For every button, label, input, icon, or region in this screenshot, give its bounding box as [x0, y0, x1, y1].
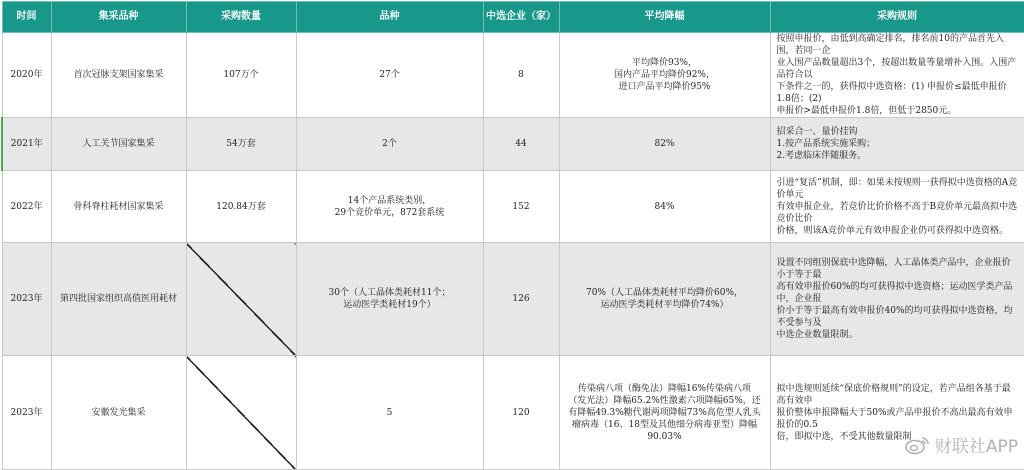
rules-line: 中选企业数量限制。	[776, 330, 858, 340]
rules-line: 引进“复活”机制，即：如果未按规则一获得拟中选资格的A竞价单元	[776, 177, 1018, 200]
rules-line: 申报价>最低申报价1.8倍，但低于2850元。	[776, 106, 957, 116]
cell-year: 2020年	[2, 33, 51, 118]
varieties-line: 2个	[382, 139, 397, 149]
varieties-line: 运动医学类耗材19个）	[343, 300, 436, 310]
cell-category: 首次冠脉支架国家集采	[51, 33, 186, 118]
cell-year: 2023年	[2, 356, 51, 470]
cell-avg-drop	[559, 356, 770, 470]
cell-varieties	[296, 356, 483, 470]
avg-drop-line: 有降幅49.3%糖代谢两项降幅73%高危型人乳头	[568, 407, 761, 418]
cell-avg-drop	[559, 243, 770, 356]
rules-line: 有效申报企业，若竞价比价价格不高于B竞价单元最高拟中选竞价比价	[776, 201, 1018, 224]
header-time: 时间	[2, 2, 51, 33]
cell-category: 安徽发光集采	[51, 356, 186, 470]
cell-rules	[770, 243, 1024, 356]
header-avg-drop: 平均降幅	[559, 2, 770, 33]
header-quantity: 采购数量	[186, 2, 296, 33]
procurement-table	[1, 1, 1024, 470]
cell-quantity-empty	[186, 243, 296, 356]
cell-companies: 44	[483, 118, 559, 171]
cell-varieties	[296, 243, 483, 356]
avg-drop-line: 传染病八项（酶免法）降幅16%传染病八项	[577, 383, 751, 394]
rules-line: 高有效申报价60%的均可获得拟中选资格；运动医学类产品中，企业报	[776, 282, 1013, 304]
avg-drop-line: 70%（人工晶体类耗材平均降价60%，	[585, 288, 743, 298]
varieties-line: 14个产品系统类别，	[347, 195, 432, 206]
cell-avg-drop	[559, 33, 770, 118]
varieties-line: 5	[386, 407, 393, 418]
cell-quantity: 120.84万套	[186, 171, 296, 243]
varieties-line: 29个竞价单元，872套系统	[334, 207, 445, 218]
rules-line: 业入围产品数量超出3个，按超出数量等量增补入围。入围产品符合以	[776, 58, 1017, 80]
rules-line: 倍，即拟中选，不受其他数量限制	[776, 431, 912, 442]
cell-rules	[770, 171, 1024, 243]
header-companies: 中选企业（家）	[483, 2, 559, 33]
table-row	[2, 356, 1024, 470]
cell-varieties	[296, 118, 483, 171]
table-row	[2, 171, 1024, 243]
cell-quantity-empty	[186, 356, 296, 470]
rules-line: 招采合一、量价挂钩	[776, 127, 858, 137]
header-category: 集采品种	[51, 2, 186, 33]
avg-drop-line: （发光法）降幅65.2%性激素六项降幅65%，还	[568, 395, 761, 406]
table-row	[2, 243, 1024, 356]
cell-companies: 8	[483, 33, 559, 118]
watermark	[904, 432, 1018, 457]
avg-drop-line: 国内产品平均降价92%，	[613, 70, 715, 80]
header-row	[2, 2, 1024, 33]
varieties-line: 27个	[379, 70, 400, 80]
table-row	[2, 33, 1024, 118]
cell-varieties	[296, 171, 483, 243]
avg-drop-line: 瘤病毒（16、18型及其他细分病毒亚型）降幅	[572, 419, 757, 430]
avg-drop-line: 运动医学类耗材平均降价74%）	[600, 300, 729, 310]
rules-line: 按照申报价，由低到高确定排名，排名前10的产品首先入围，若同一企	[776, 34, 1004, 56]
cell-year: 2022年	[2, 171, 51, 243]
avg-drop-line: 平均降价93%，	[631, 58, 697, 68]
rules-line: 2.考虑临床伴随服务。	[776, 151, 867, 161]
cell-category: 第四批国家组织高值医用耗材	[51, 243, 186, 356]
cell-category: 人工关节国家集采	[51, 118, 186, 171]
avg-drop-line: 82%	[654, 139, 675, 149]
cell-quantity: 54万套	[186, 118, 296, 171]
rules-line: 价小于等于最高有效申报价40%的均可获得拟中选资格，均不受参与及	[776, 306, 1013, 328]
rules-line: 价格，则该A竞价单元有效申报企业仍可获得拟中选资格。	[776, 225, 1009, 236]
watermark-text: 财联社APP	[934, 437, 1018, 457]
cell-year: 2023年	[2, 243, 51, 356]
header-varieties: 品种	[296, 2, 483, 33]
cell-quantity: 107万个	[186, 33, 296, 118]
avg-drop-line: 90.03%	[647, 431, 682, 442]
cell-companies: 126	[483, 243, 559, 356]
rules-line: 报价整体申报降幅大于50%或产品申报价不高出最高有效申报价的0.5	[776, 407, 1013, 430]
table-row	[2, 118, 1024, 171]
cell-rules	[770, 33, 1024, 118]
cell-year: 2021年	[2, 118, 51, 171]
rules-line: 下条件之一的，获得拟中选资格：(1) 申报价≤最低申报价1.8倍；(2)	[776, 82, 1007, 104]
header-rules: 采购规则	[770, 2, 1024, 33]
rules-line: 设置不同组别保底中选降幅，人工晶体类产品中，企业报价小于等于最	[776, 258, 1011, 280]
cell-varieties	[296, 33, 483, 118]
cell-avg-drop	[559, 118, 770, 171]
varieties-line: 30个（人工晶体类耗材11个；	[328, 288, 451, 298]
cell-companies: 120	[483, 356, 559, 470]
rules-line: 拟中选规则延续“保底价格规则”的设定，若产品组各基于最高有效申	[776, 383, 1011, 406]
weibo-logo-icon	[904, 435, 930, 455]
cell-category: 骨科脊柱耗材国家集采	[51, 171, 186, 243]
rules-line: 1.按产品系统实施采购；	[776, 139, 876, 149]
cell-rules	[770, 118, 1024, 171]
cell-avg-drop	[559, 171, 770, 243]
avg-drop-line: 进口产品平均降价95%	[618, 82, 711, 92]
cell-companies: 152	[483, 171, 559, 243]
avg-drop-line: 84%	[654, 201, 675, 212]
